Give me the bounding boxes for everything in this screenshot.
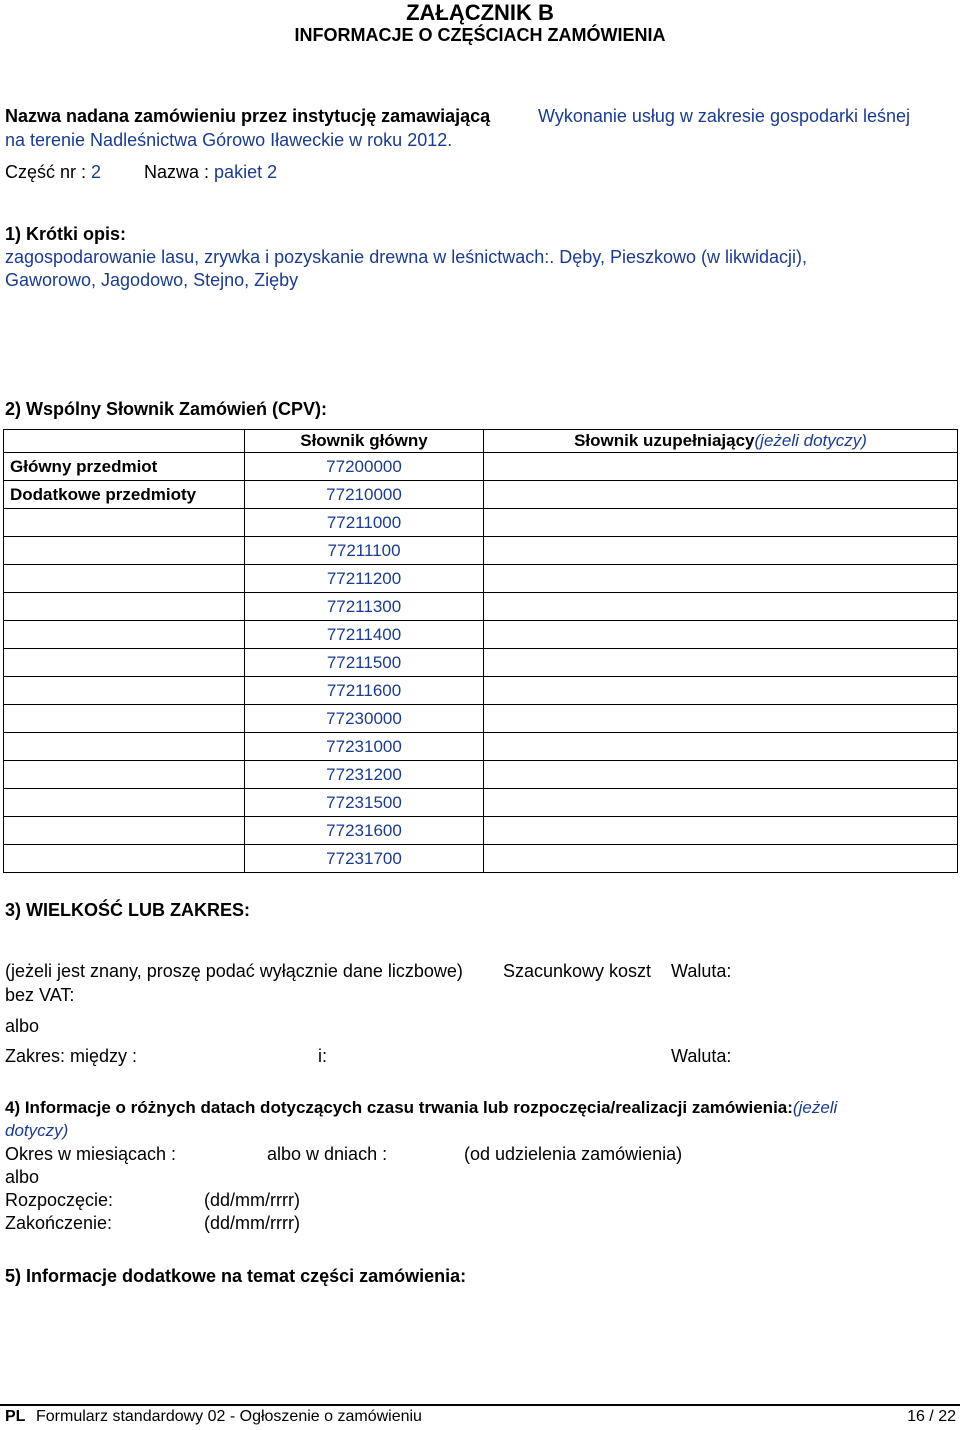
section1-description-line1: zagospodarowanie lasu, zrywka i pozyskanie drewna w leśnictwach:. Dęby, Pieszkowo (w likwidacji), (5, 247, 808, 267)
end-label: Zakończenie: (5, 1213, 113, 1233)
cpv-row-supp (484, 761, 958, 789)
cpv-row-label (4, 761, 245, 789)
cpv-row-supp (484, 509, 958, 537)
cpv-header-row (4, 430, 958, 453)
cpv-row-code: 77211600 (245, 677, 484, 705)
part-name-value: pakiet 2 (214, 162, 278, 182)
range-label: Zakres: między : (5, 1046, 138, 1066)
cpv-row-label (4, 705, 245, 733)
cpv-row-code: 77211100 (245, 537, 484, 565)
cpv-row-code: 77231500 (245, 789, 484, 817)
table-row (4, 537, 958, 565)
part-number-label: Część nr : (5, 162, 87, 182)
cpv-header-supp (484, 430, 958, 453)
cpv-row-supp (484, 565, 958, 593)
table-row (4, 761, 958, 789)
cpv-row-label: Główny przedmiot (4, 453, 245, 481)
table-row (4, 677, 958, 705)
cpv-row-supp (484, 453, 958, 481)
footer-lang: PL (5, 1408, 26, 1425)
footer-page-number: 16 / 22 (907, 1408, 956, 1425)
currency-label-2: Waluta: (671, 1046, 732, 1066)
contract-name-label: Nazwa nadana zamówieniu przez instytucję zamawiającą (5, 106, 491, 126)
part-number (5, 162, 101, 183)
section4-heading: 4) Informacje o różnych datach dotyczących czasu trwania lub rozpoczęcia/realizacji zamówienia: (5, 1098, 793, 1117)
table-row (4, 593, 958, 621)
part-number-value: 2 (91, 162, 102, 182)
cpv-row-supp (484, 481, 958, 509)
contract-name-value-line1: Wykonanie usług w zakresie gospodarki leśnej (538, 106, 911, 126)
page-title: ZAŁĄCZNIK B (406, 0, 554, 25)
cpv-row-code: 77231600 (245, 817, 484, 845)
cpv-row-supp (484, 733, 958, 761)
section4-or: albo (5, 1167, 40, 1187)
cpv-row-label (4, 565, 245, 593)
range-and: i: (318, 1046, 327, 1066)
cpv-row-label (4, 537, 245, 565)
cpv-header-supp-label: Słownik uzupełniający (574, 431, 755, 450)
cpv-row-code: 77211300 (245, 593, 484, 621)
cpv-row-supp (484, 537, 958, 565)
days-label: albo w dniach : (267, 1144, 388, 1164)
currency-label: Waluta: (671, 961, 732, 981)
cpv-row-code: 77231000 (245, 733, 484, 761)
cpv-row-label: Dodatkowe przedmioty (4, 481, 245, 509)
start-format: (dd/mm/rrrr) (204, 1190, 300, 1210)
section4-heading-note-b: dotyczy) (5, 1121, 69, 1140)
section5-heading: 5) Informacje dodatkowe na temat części zamówienia: (5, 1266, 467, 1286)
cpv-header-supp-note: (jeżeli dotyczy) (754, 431, 867, 450)
end-format: (dd/mm/rrrr) (204, 1213, 300, 1233)
footer-form-name: Formularz standardowy 02 - Ogłoszenie o zamówieniu (36, 1408, 422, 1425)
estimated-cost-label: Szacunkowy koszt (503, 961, 652, 981)
from-award-label: (od udzielenia zamówienia) (464, 1144, 683, 1164)
cpv-row-supp (484, 677, 958, 705)
cpv-row-code: 77211500 (245, 649, 484, 677)
cpv-row-code: 77211400 (245, 621, 484, 649)
table-row (4, 845, 958, 873)
cpv-row-supp (484, 593, 958, 621)
cpv-row-code: 77211200 (245, 565, 484, 593)
section4-heading-note-a: (jeżeli (792, 1098, 838, 1117)
section1-heading: 1) Krótki opis: (5, 224, 127, 244)
cpv-header-main: Słownik główny (245, 430, 484, 453)
section2-heading: 2) Wspólny Słownik Zamówień (CPV): (5, 399, 328, 419)
cpv-row-code: 77200000 (245, 453, 484, 481)
table-row (4, 565, 958, 593)
vat-label: bez VAT: (5, 985, 75, 1005)
section4-heading-line (5, 1098, 837, 1118)
months-label: Okres w miesiącach : (5, 1144, 177, 1164)
cpv-row-supp (484, 705, 958, 733)
cpv-row-label (4, 789, 245, 817)
table-row (4, 621, 958, 649)
contract-name-value-line2: na terenie Nadleśnictwa Górowo Iławeckie w roku 2012. (5, 130, 453, 150)
cpv-header-empty (4, 430, 245, 453)
section3-or: albo (5, 1016, 40, 1036)
cpv-row-supp (484, 845, 958, 873)
cpv-row-supp (484, 621, 958, 649)
table-row (4, 705, 958, 733)
start-label: Rozpoczęcie: (5, 1190, 114, 1210)
cpv-row-label (4, 845, 245, 873)
cpv-row-supp (484, 789, 958, 817)
section3-note: (jeżeli jest znany, proszę podać wyłącznie dane liczbowe) (5, 961, 463, 981)
cpv-row-label (4, 817, 245, 845)
cpv-row-label (4, 733, 245, 761)
cpv-row-label (4, 621, 245, 649)
cpv-row-code: 77210000 (245, 481, 484, 509)
table-row (4, 509, 958, 537)
table-row (4, 733, 958, 761)
cpv-table (3, 429, 958, 873)
section1-description-line2: Gaworowo, Jagodowo, Stejno, Zięby (5, 270, 299, 290)
table-row (4, 481, 958, 509)
cpv-row-code: 77231200 (245, 761, 484, 789)
table-row (4, 817, 958, 845)
cpv-row-supp (484, 817, 958, 845)
page-footer (0, 1404, 960, 1430)
table-row (4, 453, 958, 481)
cpv-row-code: 77211000 (245, 509, 484, 537)
part-name (144, 162, 277, 183)
section3-heading: 3) WIELKOŚĆ LUB ZAKRES: (5, 900, 250, 920)
part-name-label: Nazwa : (144, 162, 210, 182)
table-row (4, 649, 958, 677)
cpv-row-label (4, 509, 245, 537)
cpv-row-code: 77230000 (245, 705, 484, 733)
table-row (4, 789, 958, 817)
page-subtitle: INFORMACJE O CZĘŚCIACH ZAMÓWIENIA (294, 25, 666, 45)
cpv-row-label (4, 649, 245, 677)
cpv-row-code: 77231700 (245, 845, 484, 873)
cpv-row-supp (484, 649, 958, 677)
cpv-row-label (4, 593, 245, 621)
cpv-row-label (4, 677, 245, 705)
